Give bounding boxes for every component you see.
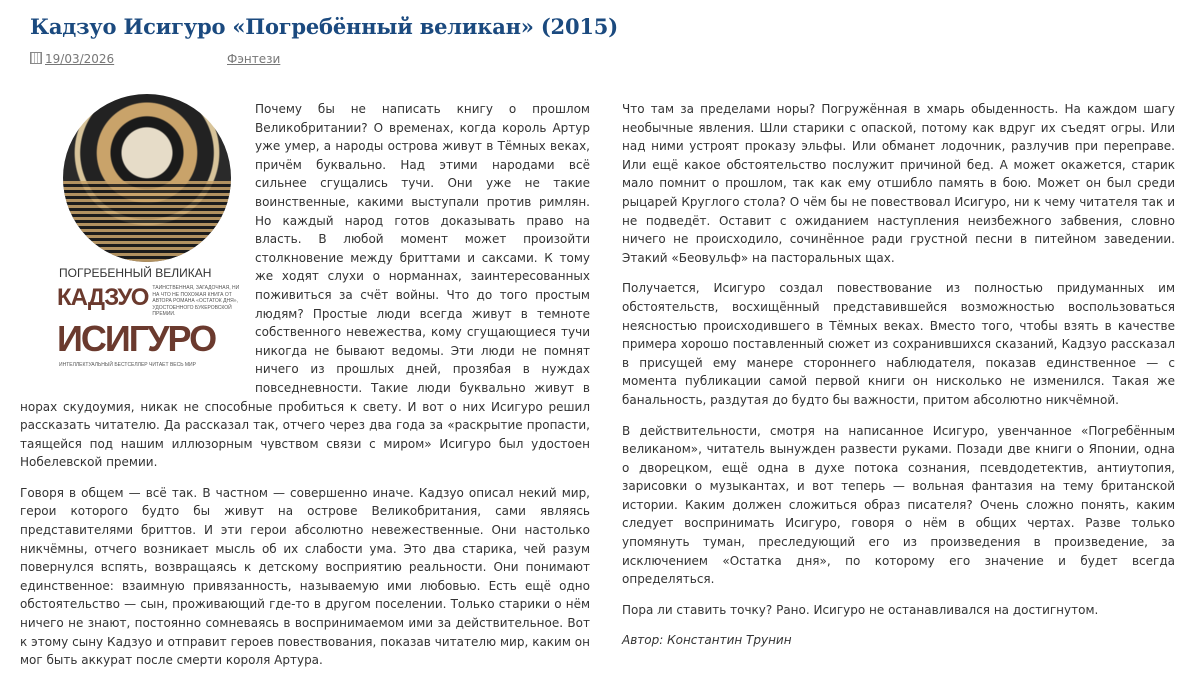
cover-book-title: ПОГРЕБЕННЫЙ ВЕЛИКАН [59, 266, 212, 280]
article-right-column [622, 100, 1175, 662]
cover-blurb: ТАИНСТВЕННАЯ, ЗАГАДОЧНАЯ, НИ НА ЧТО НЕ ПОХОЖАЯ КНИГА ОТ АВТОРА РОМАНА «ОСТАТОК ДНЯ», УДОСТОЕННОГО БУКЕРОВСКОЙ ПРЕМИИ. [152, 285, 240, 317]
post-meta [30, 52, 281, 66]
article-paragraph: Говоря в общем — всё так. В частном — совершенно иначе. Кадзуо описал некий мир, герои которого будто бы живут на острове Великобритания, сами являясь представителями бриттов. И эти герои абсолютно невежественные. Они настолько никчёмны, отчего возникает мысль об их слабости ума. Это два старика, чей разум повернулся вспять, возвращаясь к детскому восприятию реальности. Они понимают единственное: взаимную привязанность, называемую ими любовью. Есть ещё одно обстоятельство — сын, проживающий где-то в другом поселении. Только старики о нём ничего не знают, постоянно сомневаясь в воспринимаемом ими за действительное. Вот к этому сыну Кадзуо и отправит героев повествования, показав читателю мир, каким он мог быть аккурат после смерти короля Артура. [20, 485, 590, 668]
cover-author-last: ИСИГУРО [57, 317, 216, 359]
article-paragraph: Что там за пределами норы? Погружённая в хмарь обыденность. На каждом шагу необычные явления. Шли старики с опаской, потому как вдруг их съедят огры. Или над ними устроят проказу эльфы. Или обманет лодочник, разлучив при переправе. Или ещё какое обстоятельство послужит причиной бед. А может окажется, старик мало помнит о прошлом, так как ему отшибло память в бою. Может он был среди рыцарей Круглого стола? О чём бы не повествовал Исигуро, ни к чему читателя так и не подведёт. Оставит с ожиданием наступления неизбежного забвения, словно ничего не происходило, сочинённое ради грустной песни в питейном заведении. Этакий «Беовульф» на пасторальных щах. [622, 102, 1175, 265]
category-link[interactable]: Фэнтези [227, 52, 281, 66]
article-paragraph: Пора ли ставить точку? Рано. Исигуро не останавливался на достигнутом. [622, 602, 1099, 617]
article-paragraph: Почему бы не написать книгу о прошлом Великобритании? О временах, когда король Артур уже умер, а народы острова живут в Тёмных веках, причём буквально. Над этими народами всё сильнее сгущались тучи. Они уже не такие воинственные, какими выступали против римлян. Но каждый народ готов доказывать право на власть. В любой момент может произойти столкновение между бриттами и саксами. К тому же ходят слухи о норманнах, заинтересованных поживиться за счёт войны. Что до того простым людям? Простые люди всегда живут в темноте собственного невежества, кому сгущающиеся тучи никогда не бывают ведомы. Эти люди не помнят ничего из прошлых дней, прозябая в нуждах повседневности. Такие люди буквально живут в норах скудоумия, никак не способные пробиться к свету. И вот о них Исигуро решил рассказать читателю. Да рассказал так, отчего через два года за «раскрытие пропасти, таящейся под нашим иллюзорным чувством связи с миром» Исигуро был удостоен Нобелевской премии. [20, 102, 590, 470]
article-paragraph: В действительности, смотря на написанное Исигуро, увенчанное «Погребённым великаном», читатель вынужден развести руками. Позади две книги о Японии, одна о дворецком, ещё одна в духе потока сознания, псевдодетектив, антиутопия, зарисовки о музыкантах, и вот теперь — вольная фантазия на тему британской истории. Каким должен сложиться образ писателя? Очень сложно понять, каким следует воспринимать Исигуро, говоря о нём в общих чертах. Разве только упомянуть туман, преследующий его из произведения в произведение, за исключением «Остатка дня», по которому его значение и будет всегда определяться. [622, 423, 1175, 587]
calendar-icon [30, 52, 42, 64]
cover-author-first: КАДЗУО [57, 284, 149, 311]
cover-illustration [63, 94, 231, 262]
page-title: Кадзуо Исигуро «Погребённый великан» (2015) [30, 14, 618, 39]
author-signature: Автор: Константин Трунин [622, 633, 792, 648]
cover-tagline: ИНТЕЛЛЕКТУАЛЬНЫЙ БЕСТСЕЛЛЕР ЧИТАЕТ ВЕСЬ МИР [59, 361, 196, 368]
article-paragraph: Получается, Исигуро создал повествование из полностью придуманных им обстоятельств, восхищённый представившейся возможностью воспользоваться неясностью происходившего в Тёмных веках. Вместо того, чтобы взять в качестве примера хорошо поставленный сюжет из сохранившихся сказаний, Кадзуо рассказал в присущей ему манере стороннего наблюдателя, показав единственное — с момента публикации самой первой книги он нисколько не изменился. Такая же банальность, раздутая до будто бы важности, притом абсолютно никчёмной. [622, 281, 1175, 407]
article-left-column [20, 100, 590, 682]
book-cover-image [55, 94, 241, 394]
cover-author-row [57, 283, 241, 318]
post-date-link[interactable]: 19/03/2026 [45, 52, 115, 66]
